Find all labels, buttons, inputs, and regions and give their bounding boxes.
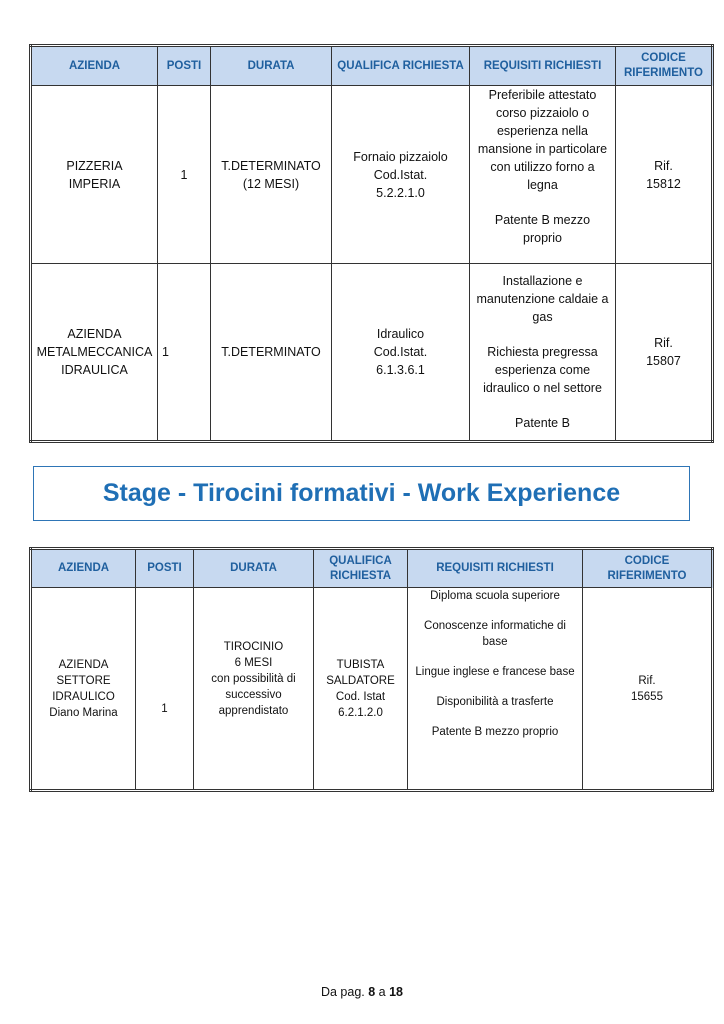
header-qualifica: QUALIFICA RICHIESTA	[332, 46, 470, 86]
durata-line: T.DETERMINATO	[221, 158, 321, 173]
requisiti-item: Lingue inglese e francese base	[415, 666, 575, 678]
header-codice: CODICE RIFERIMENTO	[583, 549, 713, 588]
requisiti-item: Disponibilità a trasferte	[436, 696, 554, 708]
azienda-line: IDRAULICO	[52, 690, 115, 703]
header-azienda: AZIENDA	[31, 549, 136, 588]
cell-qualifica	[314, 588, 408, 791]
requisiti-item: Conoscenze informatiche di base	[424, 620, 566, 648]
qualifica-line: Cod. Istat	[335, 690, 386, 703]
header-posti: POSTI	[136, 549, 194, 588]
qualifica-line: Idraulico	[376, 327, 425, 341]
header-qualifica: QUALIFICA RICHIESTA	[314, 549, 408, 588]
requisiti-item: Patente B	[515, 416, 570, 430]
table-header-row	[31, 549, 713, 588]
footer-prefix: Da pag.	[320, 985, 365, 999]
footer-total-pages: 18	[389, 985, 404, 999]
durata-line: 6 MESI	[234, 656, 273, 669]
qualifica-line: SALDATORE	[326, 674, 395, 687]
cell-durata	[211, 264, 332, 442]
footer-separator: a	[378, 985, 386, 999]
header-durata: DURATA	[211, 46, 332, 86]
cell-azienda	[31, 86, 158, 264]
page-footer	[0, 985, 724, 999]
azienda-line: PIZZERIA	[66, 158, 123, 173]
header-requisiti: REQUISITI RICHIESTI	[470, 46, 616, 86]
header-posti: POSTI	[158, 46, 211, 86]
cell-durata	[211, 86, 332, 264]
header-requisiti: REQUISITI RICHIESTI	[408, 549, 583, 588]
section-banner	[33, 466, 690, 521]
cell-codice	[616, 264, 713, 442]
cell-durata	[194, 588, 314, 791]
durata-line: con possibilità di	[211, 672, 296, 685]
cell-qualifica	[332, 264, 470, 442]
codice-line: Rif.	[654, 336, 673, 350]
durata-line: successivo	[225, 688, 282, 701]
requisiti-item: Diploma scuola superiore	[430, 590, 560, 602]
cell-requisiti	[408, 588, 583, 791]
posti-value: 1	[161, 702, 168, 715]
qualifica-line: Cod.Istat.	[373, 167, 428, 182]
cell-posti: 1	[158, 264, 211, 442]
requisiti-item: Preferibile attestato corso pizzaiolo o esperienza nella mansione in particolare con utilizzo forno a legna	[477, 88, 608, 192]
durata-line: T.DETERMINATO	[221, 345, 321, 359]
azienda-line: AZIENDA	[67, 327, 122, 341]
codice-line: 15812	[646, 176, 681, 191]
table-header-row	[31, 46, 713, 86]
table-row	[31, 86, 713, 264]
cell-qualifica	[332, 86, 470, 264]
header-durata: DURATA	[194, 549, 314, 588]
requisiti-item: Richiesta pregressa esperienza come idraulico o nel settore	[483, 345, 602, 395]
section-title: Stage - Tirocini formativi - Work Experience	[102, 479, 621, 507]
cell-posti: 1	[158, 86, 211, 264]
qualifica-line: 6.2.1.2.0	[338, 706, 383, 719]
table-row	[31, 264, 713, 442]
header-codice: CODICE RIFERIMENTO	[616, 46, 713, 86]
cell-requisiti	[470, 264, 616, 442]
codice-line: Rif.	[638, 674, 656, 687]
azienda-line: IDRAULICA	[61, 363, 128, 377]
durata-line: TIROCINIO	[223, 640, 284, 653]
requisiti-item: Installazione e manutenzione caldaie a gas	[476, 274, 609, 324]
azienda-line: METALMECCANICA	[36, 345, 153, 359]
requisiti-item: Patente B mezzo proprio	[494, 213, 591, 245]
header-azienda: AZIENDA	[31, 46, 158, 86]
cell-azienda	[31, 264, 158, 442]
codice-line: 15655	[631, 690, 663, 703]
azienda-line: Diano Marina	[49, 706, 118, 719]
azienda-line: IMPERIA	[68, 176, 121, 191]
codice-line: 15807	[646, 354, 681, 368]
cell-codice	[616, 86, 713, 264]
qualifica-line: Fornaio pizzaiolo	[353, 149, 448, 164]
table-row	[31, 588, 713, 791]
durata-line: (12 MESI)	[242, 176, 300, 191]
cell-posti	[136, 588, 194, 791]
cell-azienda	[31, 588, 136, 791]
durata-line: apprendistato	[218, 704, 289, 717]
cell-requisiti	[470, 86, 616, 264]
footer-page-number: 8	[368, 985, 376, 999]
codice-line: Rif.	[654, 158, 673, 173]
cell-codice	[583, 588, 713, 791]
job-offers-table	[29, 44, 714, 443]
azienda-line: AZIENDA	[58, 658, 109, 671]
qualifica-line: 5.2.2.1.0	[376, 185, 425, 200]
qualifica-line: Cod.Istat.	[373, 345, 428, 359]
azienda-line: SETTORE	[56, 674, 111, 687]
internship-offers-table	[29, 547, 714, 792]
qualifica-line: 6.1.3.6.1	[376, 363, 425, 377]
qualifica-line: TUBISTA	[336, 658, 385, 671]
requisiti-item: Patente B mezzo proprio	[431, 726, 559, 738]
